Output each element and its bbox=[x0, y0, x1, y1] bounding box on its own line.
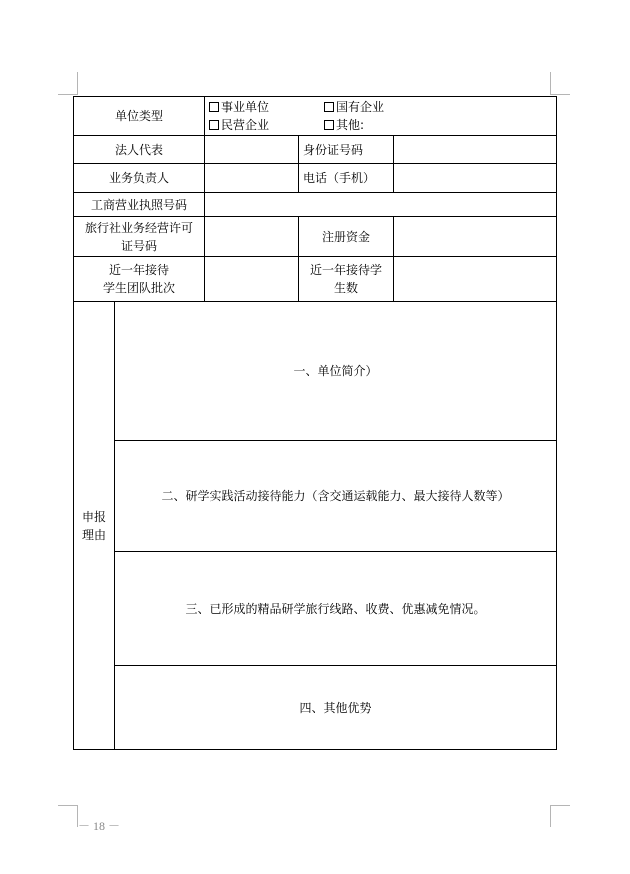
option-public-institution[interactable]: 事业单位 bbox=[209, 98, 324, 116]
row-biz-manager bbox=[74, 164, 557, 193]
checkbox-icon[interactable] bbox=[209, 102, 219, 112]
crop-mark-bottom-right-v bbox=[550, 805, 551, 827]
biz-manager-label: 业务负责人 bbox=[74, 164, 205, 193]
phone-field[interactable] bbox=[394, 164, 557, 193]
crop-mark-top-right-h bbox=[550, 94, 570, 95]
option-private-enterprise[interactable]: 民营企业 bbox=[209, 116, 324, 134]
license-label: 工商营业执照号码 bbox=[74, 193, 205, 217]
checkbox-icon[interactable] bbox=[324, 120, 334, 130]
section-other-title: 四、其他优势 bbox=[299, 700, 372, 715]
reg-capital-field[interactable] bbox=[394, 217, 557, 257]
section-routes-title: 三、已形成的精品研学旅行线路、收费、优惠减免情况。 bbox=[185, 601, 486, 616]
row-reception-stats bbox=[74, 257, 557, 302]
row-section-1 bbox=[74, 302, 557, 441]
students-year-field[interactable] bbox=[394, 257, 557, 302]
reg-capital-label: 注册资金 bbox=[299, 217, 394, 257]
crop-mark-bottom-right-h bbox=[550, 805, 570, 806]
section-capacity[interactable] bbox=[115, 441, 557, 552]
id-number-field[interactable] bbox=[394, 136, 557, 164]
option-state-owned[interactable]: 国有企业 bbox=[324, 98, 384, 116]
application-form-table bbox=[73, 96, 557, 750]
row-travel-license bbox=[74, 217, 557, 257]
groups-year-label: 近一年接待 学生团队批次 bbox=[74, 257, 205, 302]
license-field[interactable] bbox=[205, 193, 557, 217]
reason-label: 申报 理由 bbox=[74, 302, 115, 750]
crop-mark-top-left-h bbox=[58, 94, 78, 95]
crop-mark-bottom-left-h bbox=[58, 805, 78, 806]
travel-license-label: 旅行社业务经营许可 证号码 bbox=[74, 217, 205, 257]
students-year-label: 近一年接待学 生数 bbox=[299, 257, 394, 302]
groups-year-field[interactable] bbox=[205, 257, 299, 302]
section-intro-title: 一、单位简介） bbox=[293, 364, 378, 378]
row-section-2 bbox=[74, 441, 557, 552]
legal-rep-label: 法人代表 bbox=[74, 136, 205, 164]
page-number: － 18 － bbox=[78, 819, 121, 833]
section-intro[interactable] bbox=[115, 302, 557, 441]
row-license bbox=[74, 193, 557, 217]
legal-rep-field[interactable] bbox=[205, 136, 299, 164]
checkbox-icon[interactable] bbox=[209, 120, 219, 130]
id-number-label: 身份证号码 bbox=[299, 136, 394, 164]
row-legal-rep bbox=[74, 136, 557, 164]
unit-type-options bbox=[205, 97, 557, 136]
checkbox-icon[interactable] bbox=[324, 102, 334, 112]
section-other[interactable] bbox=[115, 666, 557, 750]
travel-license-field[interactable] bbox=[205, 217, 299, 257]
row-section-3 bbox=[74, 552, 557, 666]
crop-mark-top-right-v bbox=[550, 72, 551, 94]
section-capacity-title: 二、研学实践活动接待能力（含交通运载能力、最大接待人数等） bbox=[161, 489, 510, 503]
phone-label: 电话（手机） bbox=[299, 164, 394, 193]
row-section-4 bbox=[74, 666, 557, 750]
row-unit-type bbox=[74, 97, 557, 136]
biz-manager-field[interactable] bbox=[205, 164, 299, 193]
unit-type-label: 单位类型 bbox=[74, 97, 205, 136]
crop-mark-top-left-v bbox=[77, 72, 78, 94]
option-other[interactable]: 其他: bbox=[324, 116, 364, 134]
section-routes[interactable] bbox=[115, 552, 557, 666]
